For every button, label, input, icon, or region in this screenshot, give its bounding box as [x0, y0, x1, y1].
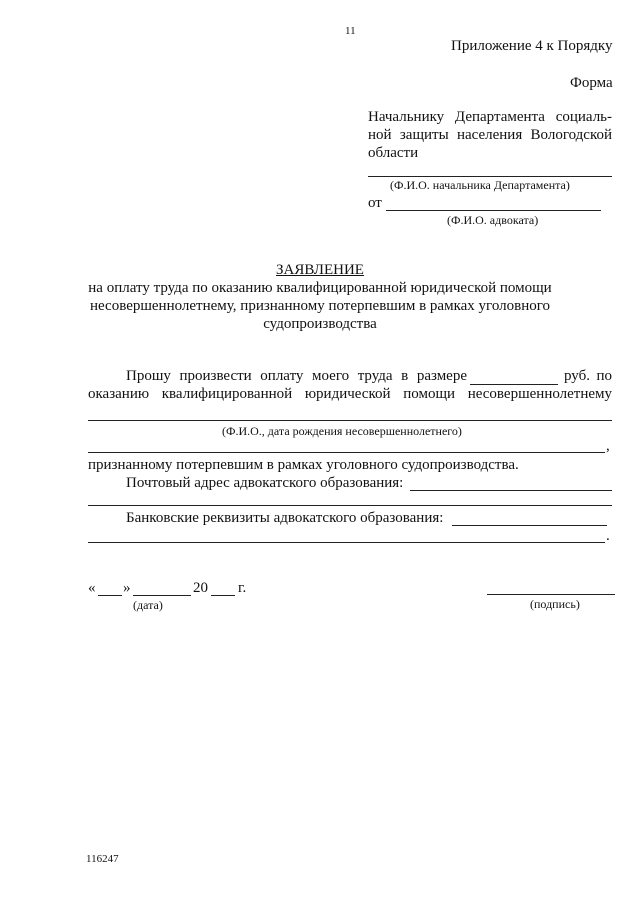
minor-name-field-2[interactable]	[88, 452, 605, 453]
addressee-line-1	[368, 109, 612, 126]
quote-close: »	[123, 580, 131, 596]
lawyer-name-field[interactable]	[386, 210, 601, 211]
date-hint: (дата)	[133, 598, 163, 612]
postal-address-field-2[interactable]	[88, 505, 612, 506]
head-name-hint: (Ф.И.О. начальника Департамента)	[390, 178, 570, 192]
title-line-2: несовершеннолетнему, признанному потерпевшим в рамках уголовного	[89, 298, 551, 314]
request-word: квалифицированной	[161, 386, 293, 402]
day-field[interactable]	[98, 595, 122, 596]
minor-name-hint: (Ф.И.О., дата рождения несовершеннолетнего)	[222, 424, 462, 438]
month-field[interactable]	[133, 595, 191, 596]
signature-field[interactable]	[487, 594, 615, 595]
addressee-word: защиты	[399, 127, 449, 143]
request-text: Прошу произвести оплату моего труда в размере	[126, 368, 467, 384]
head-name-field[interactable]	[368, 176, 612, 177]
addressee-line-2	[368, 127, 612, 144]
lawyer-name-hint: (Ф.И.О. адвоката)	[447, 213, 539, 227]
signature-hint: (подпись)	[530, 597, 580, 611]
addressee-word: Департамента	[454, 109, 545, 125]
quote-open: «	[88, 580, 96, 596]
addressee-word: Вологодской	[530, 127, 613, 143]
footer-code: 116247	[86, 853, 119, 865]
year-suffix: г.	[238, 580, 247, 596]
postal-address-label: Почтовый адрес адвокатского образования:	[126, 475, 404, 491]
request-word: помощи	[403, 386, 456, 402]
minor-name-field[interactable]	[88, 420, 612, 421]
addressee-word: ной	[368, 127, 392, 143]
request-line-2	[88, 386, 612, 403]
currency-label: руб. по	[564, 368, 612, 384]
year-prefix: 20	[193, 580, 208, 596]
title-line-1: на оплату труда по оказанию квалифицированной юридической помощи	[88, 280, 552, 296]
recognized-text: признанному потерпевшим в рамках уголовного судопроизводства.	[88, 457, 519, 473]
addressee-word: населения	[456, 127, 523, 143]
form-label: Форма	[570, 75, 613, 91]
bank-details-field-2[interactable]	[88, 542, 605, 543]
addressee-word: Начальнику	[368, 109, 445, 125]
appendix-label: Приложение 4 к Порядку	[451, 38, 613, 54]
amount-field[interactable]	[470, 384, 558, 385]
request-word: несовершеннолетнему	[467, 386, 613, 402]
document-heading: ЗАЯВЛЕНИЕ	[276, 262, 364, 278]
request-word: оказанию	[88, 386, 150, 402]
bank-details-label: Банковские реквизиты адвокатского образования:	[126, 510, 444, 526]
year-field[interactable]	[211, 595, 235, 596]
comma: ,	[606, 438, 610, 454]
period: .	[606, 528, 610, 544]
addressee-line-3: области	[368, 145, 419, 161]
bank-details-field[interactable]	[452, 525, 607, 526]
postal-address-field[interactable]	[410, 490, 612, 491]
title-line-3: судопроизводства	[263, 316, 377, 332]
addressee-word: социаль-	[555, 109, 613, 125]
from-label: от	[368, 195, 382, 211]
page-number: 11	[345, 25, 356, 37]
request-word: юридической	[304, 386, 391, 402]
